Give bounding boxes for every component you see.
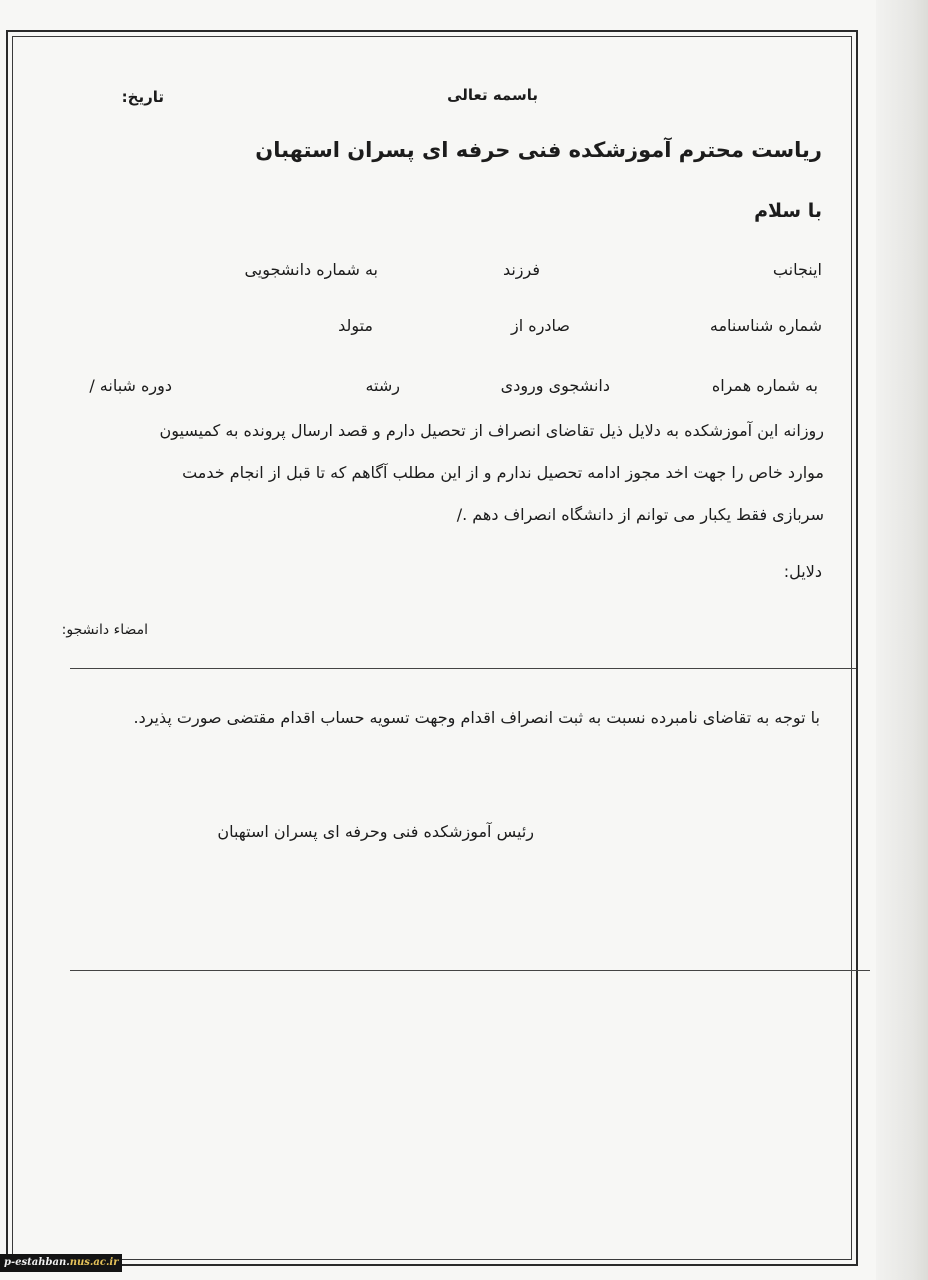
scanner-edge	[876, 0, 928, 1280]
paragraph-line-3: سربازی فقط یکبار می توانم از دانشگاه انصراف دهم ./	[456, 505, 824, 524]
date-label: تاریخ:	[121, 88, 164, 106]
student-number-label: به شماره دانشجویی	[244, 260, 378, 279]
head-title: رئیس آموزشکده فنی وحرفه ای پسران استهبان	[217, 822, 534, 841]
student-signature-label: امضاء دانشجو:	[61, 622, 148, 638]
birth-certificate-label: شماره شناسنامه	[709, 316, 822, 335]
born-label: متولد	[338, 316, 373, 335]
course-label: دوره شبانه /	[89, 376, 172, 395]
divider-line-1	[70, 668, 856, 669]
major-label: رشته	[365, 376, 400, 395]
greeting: با سلام	[754, 200, 822, 222]
site-watermark	[0, 1254, 122, 1272]
paragraph-line-1: روزانه این آموزشکده به دلایل ذیل تقاضای انصراف از تحصیل دارم و قصد ارسال پرونده به کمیسیون	[159, 421, 824, 440]
watermark-prefix: p-estahban.	[4, 1257, 70, 1268]
divider-line-2	[70, 970, 870, 971]
reasons-label: دلایل:	[783, 562, 822, 581]
approval-text: با توجه به تقاضای نامبرده نسبت به ثبت انصراف اقدام وجهت تسویه حساب اقدام مقتضی صورت پذیرد.	[133, 708, 820, 727]
entry-student-label: دانشجوی ورودی	[500, 376, 610, 395]
issued-from-label: صادره از	[511, 316, 570, 335]
applicant-label: اینجانب	[772, 260, 822, 279]
bismillah-heading: باسمه تعالی	[447, 86, 538, 104]
watermark-domain: nus.ac.ir	[69, 1257, 119, 1268]
request-paragraph	[44, 410, 824, 536]
recipient-title: ریاست محترم آموزشکده فنی حرفه ای پسران استهبان	[255, 138, 822, 162]
paragraph-line-2: موارد خاص را جهت اخد مجوز ادامه تحصیل ندارم و از این مطلب آگاهم که تا قبل از انجام خدمت	[182, 463, 824, 482]
child-of-label: فرزند	[502, 260, 540, 279]
phone-label: به شماره همراه	[711, 376, 818, 395]
page-border-inner	[12, 36, 852, 1260]
